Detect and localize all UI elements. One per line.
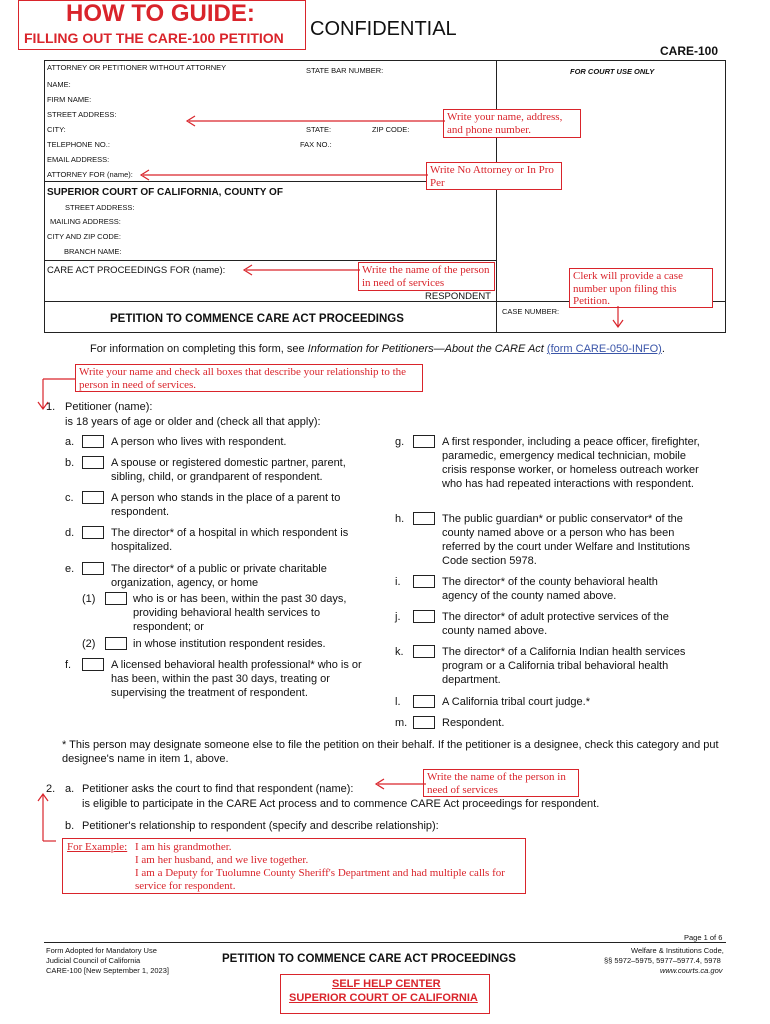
item1-h-letter: h. (395, 513, 405, 525)
item2-a-text: Petitioner asks the court to find that respondent (name): (82, 783, 354, 795)
item1-g-text: A first responder, including a peace officer, firefighter, paramedic, emergency medical technician, mobile crisis response worker, or homeless outreach worker who has had repeated interactions with respondent. (442, 436, 700, 490)
item2-b-letter: b. (65, 820, 75, 832)
item1-e2-text: in whose institution respondent resides. (133, 638, 326, 650)
item1-e2-letter: (2) (82, 638, 96, 650)
item1-age: is 18 years of age or older and (check all that apply): (65, 416, 321, 428)
item1-e-letter: e. (65, 563, 75, 575)
item1-l-letter: l. (395, 696, 401, 708)
example-line-1: I am his grandmother. (135, 841, 232, 853)
info-italic: Information for Petitioners—About the CARE Act (307, 343, 544, 355)
item2-a-letter: a. (65, 783, 75, 795)
checkbox-e[interactable] (82, 562, 104, 575)
info-line (90, 342, 665, 356)
email-label: EMAIL ADDRESS: (47, 155, 110, 164)
arrow-clerk (610, 306, 626, 330)
arrow-item2-name (372, 777, 426, 791)
name-label: NAME: (47, 80, 71, 89)
item1-a-text: A person who lives with respondent. (111, 436, 287, 448)
respondent-label: RESPONDENT (425, 291, 491, 302)
footer-council: Judicial Council of California (46, 956, 141, 965)
item1-i-letter: i. (395, 576, 401, 588)
caption-right-border (725, 60, 726, 332)
checkbox-j[interactable] (413, 610, 435, 623)
footer-adopted: Form Adopted for Mandatory Use (46, 946, 157, 955)
annotation-clerk: Clerk will provide a case number upon filing this Petition. (569, 268, 713, 308)
caption-divider-vertical (496, 60, 497, 332)
item2-b-text: Petitioner's relationship to respondent (specify and describe relationship): (82, 820, 439, 832)
item1-k-letter: k. (395, 646, 404, 658)
phone-label: TELEPHONE NO.: (47, 140, 110, 149)
item1-k-text: The director* of a California Indian health services program or a California tribal behavioral health department. (442, 646, 686, 686)
checkbox-l[interactable] (413, 695, 435, 708)
state-label: STATE: (306, 125, 332, 134)
annotation-no-attorney: Write No Attorney or In Pro Per (426, 162, 562, 190)
item1-g-letter: g. (395, 436, 405, 448)
item1-d-text: The director* of a hospital in which respondent is hospitalized. (111, 527, 349, 553)
zip-label: ZIP CODE: (372, 125, 410, 134)
checkbox-g[interactable] (413, 435, 435, 448)
checkbox-f[interactable] (82, 658, 104, 671)
item1-i-text: The director* of the county behavioral health agency of the county named above. (442, 576, 658, 602)
annotation-name-address: Write your name, address, and phone number. (443, 109, 581, 138)
item1-f-text: A licensed behavioral health professional* who is or has been, within the past 30 days, treating or supervising the treatment of respondent. (111, 659, 362, 699)
checkbox-m[interactable] (413, 716, 435, 729)
footer-revision: CARE-100 [New September 1, 2023] (46, 966, 169, 975)
item2-a-cont: is eligible to participate in the CARE Act process and to commence CARE Act proceedings for respondent. (82, 798, 600, 810)
item1-e1-letter: (1) (82, 593, 96, 605)
item1-e-text: The director* of a public or private charitable organization, agency, or home (111, 563, 327, 589)
item1-c-letter: c. (65, 492, 74, 504)
item1-c-text: A person who stands in the place of a parent to respondent. (111, 492, 341, 518)
firm-label: FIRM NAME: (47, 95, 92, 104)
item1-m-text: Respondent. (442, 717, 505, 729)
example-label: For Example: (67, 841, 128, 853)
caption-top-line (44, 60, 726, 61)
court-branch-label: BRANCH NAME: (64, 247, 122, 256)
court-heading: SUPERIOR COURT OF CALIFORNIA, COUNTY OF (47, 187, 283, 198)
court-use-label: FOR COURT USE ONLY (570, 67, 655, 76)
superior-court-title: SUPERIOR COURT OF CALIFORNIA (289, 992, 478, 1004)
guide-title: HOW TO GUIDE: (66, 0, 255, 27)
checkbox-e2[interactable] (105, 637, 127, 650)
item1-j-text: The director* of adult protective services of the county named above. (442, 611, 669, 637)
confidential-label: CONFIDENTIAL (310, 18, 457, 40)
case-number-label: CASE NUMBER: (502, 307, 560, 316)
item1-b-letter: b. (65, 457, 75, 469)
item1-d-letter: d. (65, 527, 75, 539)
item1-e1-text: who is or has been, within the past 30 days, providing behavioral health services to respondent; or (133, 593, 347, 633)
item1-number: 1. (46, 401, 56, 413)
item1-footnote: * This person may designate someone else to file the petition on their behalf. If the petitioner is a designee, check this category and put designee's name in item 1, above. (62, 739, 719, 765)
court-street-label: STREET ADDRESS: (65, 203, 135, 212)
arrow-item2-up (36, 792, 56, 844)
self-help-title: SELF HELP CENTER (332, 978, 441, 990)
footer-line (44, 942, 726, 943)
city-label: CITY: (47, 125, 66, 134)
item1-f-letter: f. (65, 659, 72, 671)
arrow-person-in-need (240, 263, 360, 277)
arrow-no-attorney (137, 168, 428, 182)
footer-code2: §§ 5972–5975, 5977–5977.4, 5978 (604, 956, 721, 965)
checkbox-c[interactable] (82, 491, 104, 504)
footer-page: Page 1 of 6 (684, 933, 723, 942)
item1-j-letter: j. (395, 611, 401, 623)
item1-b-text: A spouse or registered domestic partner, parent, sibling, child, or grandparent of respondent. (111, 457, 346, 483)
annotation-person-in-need: Write the name of the person in need of services (358, 262, 495, 291)
caption-bottom-line (44, 332, 726, 333)
checkbox-a[interactable] (82, 435, 104, 448)
checkbox-e1[interactable] (105, 592, 127, 605)
proceedings-label: CARE ACT PROCEEDINGS FOR (name): (47, 265, 226, 276)
state-bar-label: STATE BAR NUMBER: (306, 66, 384, 75)
item1-l-text: A California tribal court judge.* (442, 696, 590, 708)
footer-code1: Welfare & Institutions Code, (631, 946, 724, 955)
petition-title: PETITION TO COMMENCE CARE ACT PROCEEDINGS (110, 313, 404, 325)
checkbox-d[interactable] (82, 526, 104, 539)
item1-h-text: The public guardian* or public conservator* of the county named above or a person who has been referred by the court under Welfare and Institutions Code section 5978. (442, 513, 691, 567)
arrow-name-address (183, 114, 445, 128)
court-city-zip-label: CITY AND ZIP CODE: (47, 232, 121, 241)
item2-number: 2. (46, 783, 56, 795)
guide-subtitle: FILLING OUT THE CARE-100 PETITION (24, 30, 284, 46)
court-mailing-label: MAILING ADDRESS: (50, 217, 121, 226)
annotation-item2-name: Write the name of the person in need of services (423, 769, 579, 797)
annotation-check-boxes: Write your name and check all boxes that describe your relationship to the person in need of services. (75, 364, 423, 392)
example-line-2: I am her husband, and we live together. (135, 854, 309, 866)
footer-title: PETITION TO COMMENCE CARE ACT PROCEEDINGS (222, 953, 516, 965)
info-prefix: For information on completing this form, see (90, 343, 308, 355)
checkbox-k[interactable] (413, 645, 435, 658)
attorney-heading: ATTORNEY OR PETITIONER WITHOUT ATTORNEY (47, 63, 227, 72)
street-label: STREET ADDRESS: (47, 110, 117, 119)
info-link[interactable]: (form CARE-050-INFO) (546, 343, 662, 355)
footer-website[interactable]: www.courts.ca.gov (660, 966, 723, 975)
attorney-for-label: ATTORNEY FOR (name): (47, 170, 133, 179)
info-suffix: . (661, 343, 665, 355)
item1-petitioner: Petitioner (name): (65, 401, 153, 413)
item1-m-letter: m. (395, 717, 408, 729)
fax-label: FAX NO.: (300, 140, 332, 149)
checkbox-b[interactable] (82, 456, 104, 469)
caption-proceedings-line (44, 260, 496, 261)
checkbox-h[interactable] (413, 512, 435, 525)
caption-left-border (44, 60, 45, 332)
form-id: CARE-100 (660, 44, 719, 58)
example-line-3: I am a Deputy for Tuolumne County Sheriff's Department and had multiple calls for service for respondent. (135, 867, 505, 892)
item1-a-letter: a. (65, 436, 75, 448)
checkbox-i[interactable] (413, 575, 435, 588)
